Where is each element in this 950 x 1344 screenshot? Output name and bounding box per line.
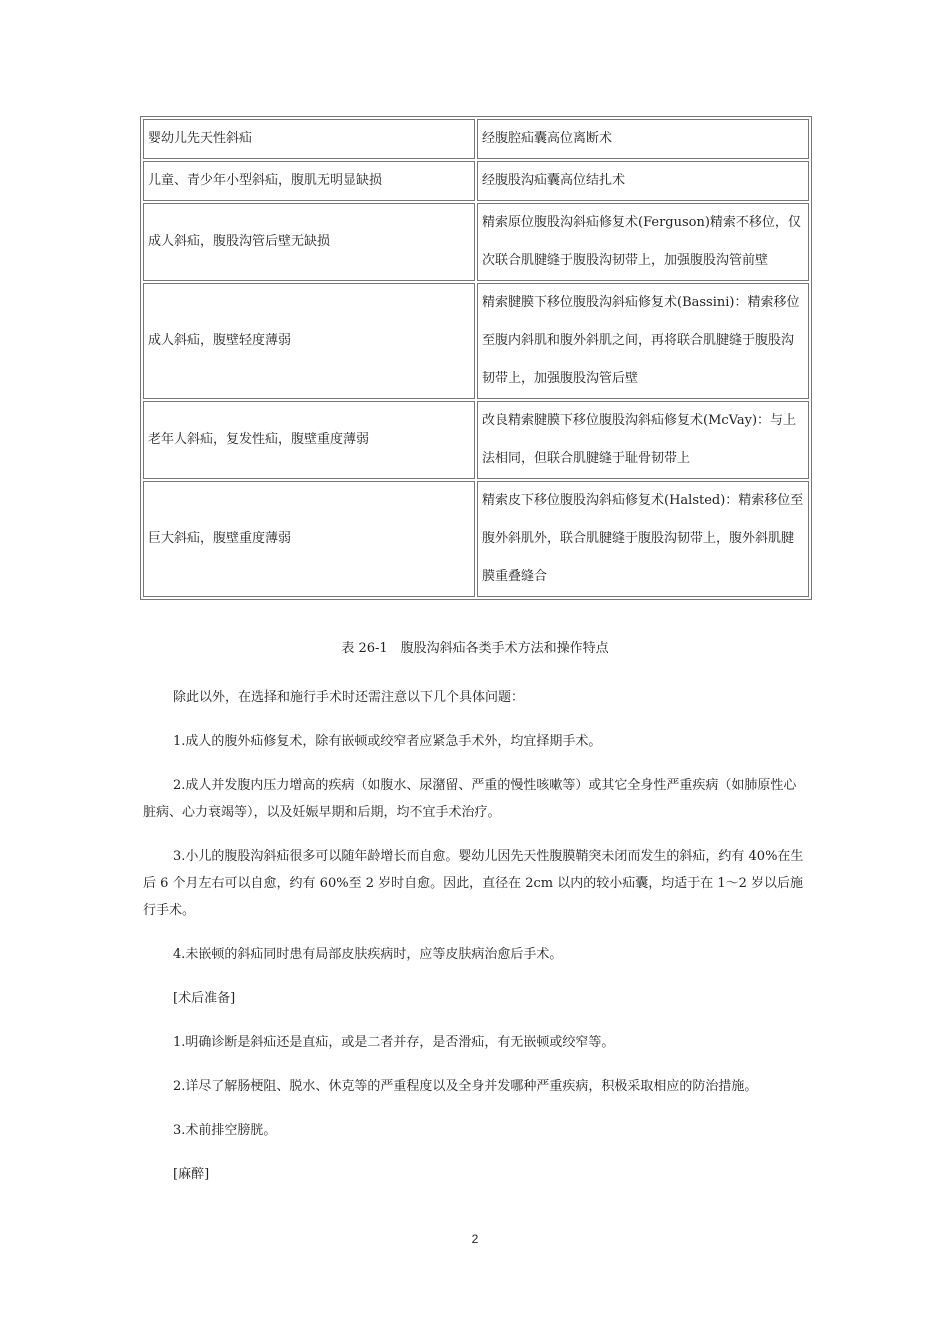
method-cell: 改良精索腱膜下移位腹股沟斜疝修复术(McVay)：与上法相同，但联合肌腱缝于耻骨韧带上 [477, 401, 809, 479]
method-cell: 精索原位腹股沟斜疝修复术(Ferguson)精索不移位，仅次联合肌腱缝于腹股沟韧带上，加强腹股沟管前壁 [477, 203, 809, 281]
paragraph: 1.成人的腹外疝修复术，除有嵌顿或绞窄者应紧急手术外，均宜择期手术。 [173, 734, 602, 749]
section-heading: [麻醉] [173, 1167, 210, 1182]
body-text [143, 684, 809, 1205]
condition-cell: 成人斜疝，腹壁轻度薄弱 [143, 283, 475, 399]
method-cell: 经腹腔疝囊高位离断术 [477, 119, 809, 159]
table-row [143, 481, 809, 597]
surgery-methods-table [140, 116, 812, 600]
table-row [143, 119, 809, 159]
paragraph: 2.详尽了解肠梗阻、脱水、休克等的严重程度以及全身并发哪种严重疾病，积极采取相应的防治措施。 [173, 1079, 758, 1094]
condition-cell: 婴幼儿先天性斜疝 [143, 119, 475, 159]
table-row [143, 203, 809, 281]
condition-cell: 成人斜疝，腹股沟管后壁无缺损 [143, 203, 475, 281]
method-cell: 精索腱膜下移位腹股沟斜疝修复术(Bassini)：精索移位至腹内斜肌和腹外斜肌之间，再将联合肌腱缝于腹股沟韧带上，加强腹股沟管后壁 [477, 283, 809, 399]
table-caption: 表 26-1 腹股沟斜疝各类手术方法和操作特点 [341, 641, 609, 656]
table-row [143, 283, 809, 399]
section-heading: [术后准备] [173, 991, 236, 1006]
paragraph: 2.成人并发腹内压力增高的疾病（如腹水、尿潴留、严重的慢性咳嗽等）或其它全身性严重疾病（如肺原性心脏病、心力衰竭等），以及妊娠早期和后期，均不宜手术治疗。 [143, 778, 797, 820]
paragraph: 3.术前排空膀胱。 [173, 1123, 277, 1138]
table-row [143, 401, 809, 479]
condition-cell: 巨大斜疝，腹壁重度薄弱 [143, 481, 475, 597]
method-cell: 经腹股沟疝囊高位结扎术 [477, 161, 809, 201]
paragraph: 3.小儿的腹股沟斜疝很多可以随年龄增长而自愈。婴幼儿因先天性腹膜鞘突未闭而发生的斜疝，约有 40%在生后 6 个月左右可以自愈，约有 60%至 2 岁时自愈。因此，直径在 2cm 以内的较小疝囊，均适于在 1～2 岁以后施行手术。 [143, 849, 804, 918]
paragraph: 除此以外，在选择和施行手术时还需注意以下几个具体问题： [173, 690, 525, 705]
page-number: 2 [471, 1232, 479, 1246]
paragraph: 1.明确诊断是斜疝还是直疝，或是二者并存，是否滑疝，有无嵌顿或绞窄等。 [173, 1035, 615, 1050]
condition-cell: 儿童、青少年小型斜疝，腹肌无明显缺损 [143, 161, 475, 201]
paragraph: 4.未嵌顿的斜疝同时患有局部皮肤疾病时，应等皮肤病治愈后手术。 [173, 947, 563, 962]
table-row [143, 161, 809, 201]
condition-cell: 老年人斜疝，复发性疝，腹壁重度薄弱 [143, 401, 475, 479]
method-cell: 精索皮下移位腹股沟斜疝修复术(Halsted)：精索移位至腹外斜肌外，联合肌腱缝于腹股沟韧带上，腹外斜肌腱膜重叠缝合 [477, 481, 809, 597]
